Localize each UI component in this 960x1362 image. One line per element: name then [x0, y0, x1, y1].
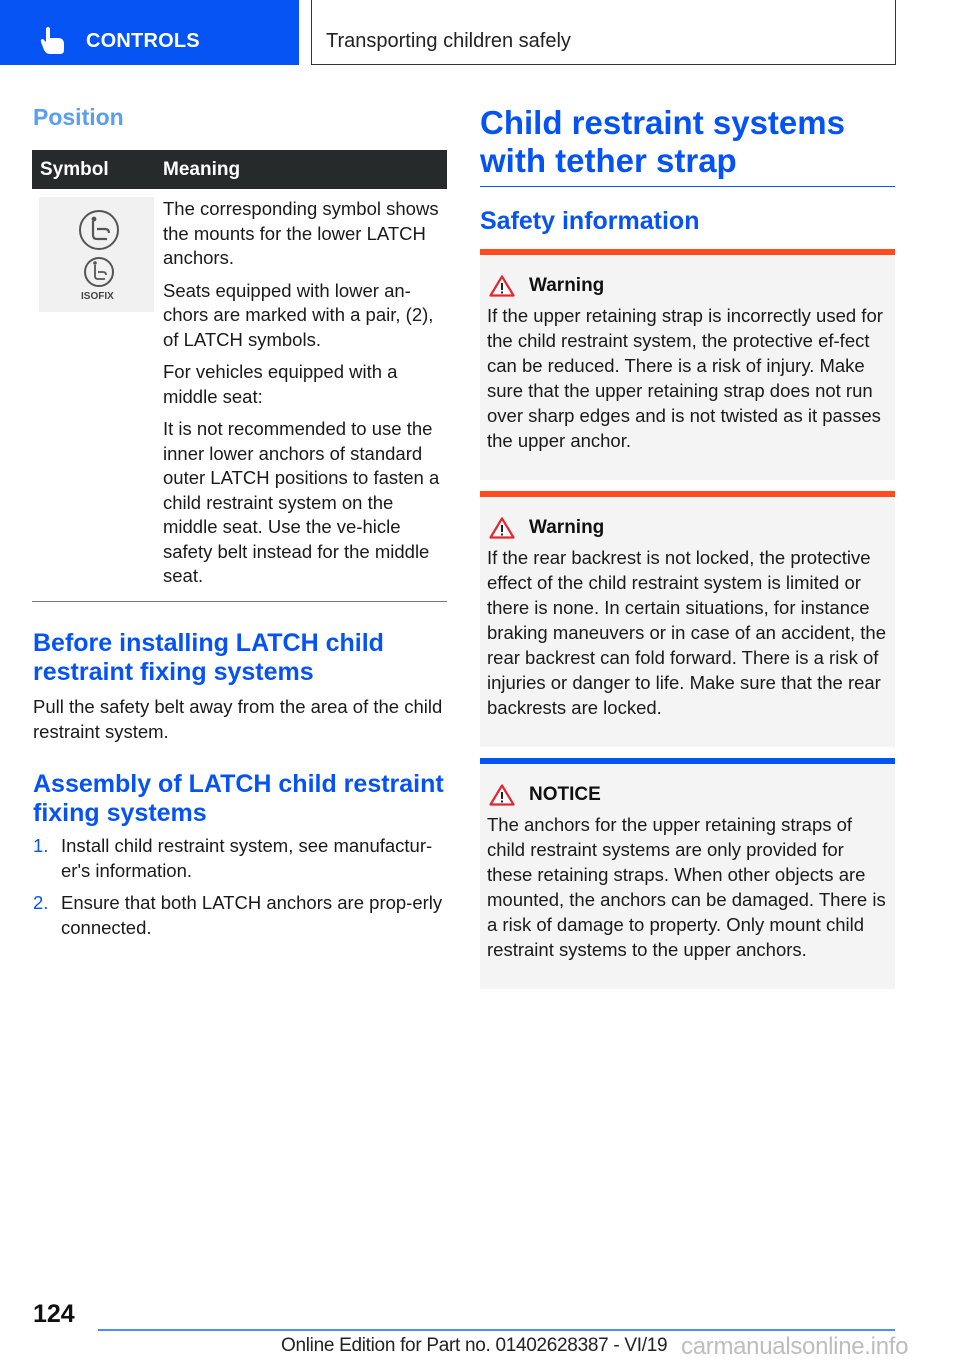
isofix-label: ISOFIX — [81, 291, 114, 302]
edition-text: Online Edition for Part no. 01402628387 - VI/19 — [281, 1335, 668, 1356]
page-number: 124 — [33, 1300, 75, 1328]
pointing-hand-icon — [40, 26, 66, 54]
notice-title: NOTICE — [529, 784, 601, 805]
warning-box — [480, 249, 895, 480]
step-number: 2. — [33, 892, 49, 913]
warning-triangle-icon — [489, 784, 515, 806]
column-header-meaning: Meaning — [163, 158, 241, 180]
meaning-cell — [163, 197, 447, 589]
latch-symbol-image — [39, 197, 154, 312]
meaning-paragraph: For vehicles equipped with a middle seat: — [163, 361, 398, 407]
symbol-table — [32, 150, 447, 602]
list-item — [33, 891, 448, 940]
table-row — [32, 189, 447, 602]
notice-body: If the upper retaining strap is incorrectly used for the child restraint system, the protective ef-fect can be reduced. There is a risk of injury. Make sure that the upper retaining strap does not run over sharp edges and is not twisted as it passes the upper anchor. — [487, 305, 883, 451]
assembly-heading: Assembly of LATCH child restraint fixing systems — [33, 770, 444, 827]
notice-body: If the rear backrest is not locked, the protective effect of the child restraint system is limited or there is none. In certain situations, for instance braking maneuvers or in case of an accident, the rear backrest can fold forward. There is a risk of injuries or danger to life. Make sure that the rear backrests are locked. — [487, 547, 887, 718]
table-header — [32, 150, 447, 189]
warning-box — [480, 491, 895, 747]
meaning-paragraph: The corresponding symbol shows the mounts for the lower LATCH anchors. — [163, 198, 439, 268]
before-installing-heading: Before installing LATCH child restraint fixing systems — [33, 629, 384, 686]
step-text: Install child restraint system, see manufactur-er's information. — [61, 835, 433, 881]
footer-divider — [98, 1329, 895, 1331]
step-number: 1. — [33, 835, 49, 856]
chapter-title: Transporting children safely — [326, 30, 571, 52]
meaning-paragraph: Seats equipped with lower an-chors are marked with a pair, (2), of LATCH symbols. — [163, 279, 434, 350]
meaning-paragraph: It is not recommended to use the inner lower anchors of standard outer LATCH positions to fasten a child restraint system on the middle seat. Use the ve-hicle safety belt instead for the middle seat. — [163, 418, 440, 586]
page-title: Child restraint systems with tether strap — [480, 104, 895, 187]
safety-information-heading: Safety information — [480, 207, 700, 235]
symbol-cell — [32, 197, 163, 589]
list-item — [33, 834, 448, 883]
position-heading: Position — [33, 104, 124, 130]
warning-triangle-icon — [489, 517, 515, 539]
section-tab-controls[interactable] — [0, 0, 299, 65]
step-text: Ensure that both LATCH anchors are prop-erly connected. — [61, 892, 443, 938]
watermark: carmanualsonline.info — [681, 1333, 909, 1360]
warning-triangle-icon — [489, 275, 515, 297]
assembly-section — [33, 770, 448, 948]
before-installing-section — [33, 629, 448, 744]
notice-title: Warning — [529, 517, 605, 538]
section-label: CONTROLS — [86, 30, 200, 52]
column-header-symbol: Symbol — [40, 158, 109, 180]
assembly-steps — [33, 834, 448, 940]
notice-box — [480, 758, 895, 989]
before-installing-body: Pull the safety belt away from the area of the child restraint system. — [33, 696, 443, 742]
notice-body: The anchors for the upper retaining straps of child restraint systems are only provided for these retaining straps. When other objects are mounted, the anchors can be damaged. There is a risk of damage to property. Only mount child restraint systems to the upper anchors. — [487, 814, 886, 960]
notice-title: Warning — [529, 275, 605, 296]
